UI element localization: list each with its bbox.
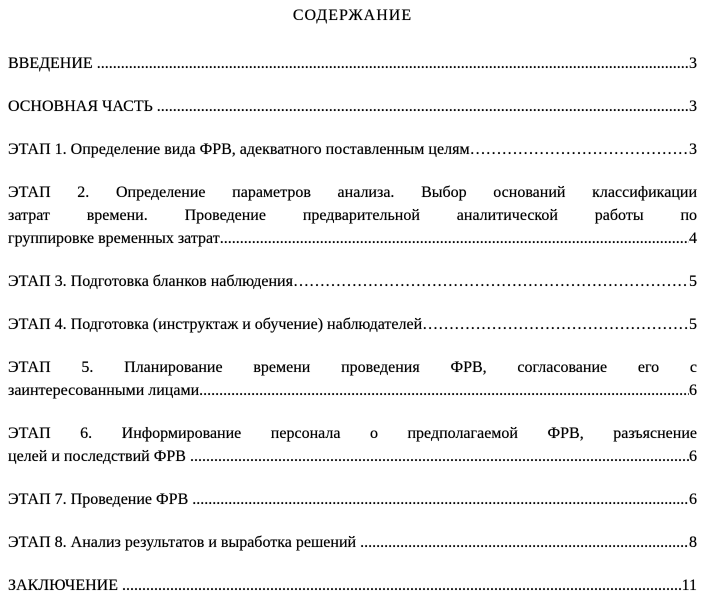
toc-page-number: 3 xyxy=(689,98,697,115)
dot-leader xyxy=(360,531,689,554)
toc-page-number: 4 xyxy=(689,230,697,247)
toc-entry-last-line xyxy=(8,445,697,468)
toc-entry-last-line xyxy=(8,379,697,402)
toc-entry-label: ОСНОВНАЯ ЧАСТЬ xyxy=(8,98,157,115)
toc-entry xyxy=(8,52,697,75)
toc-entry-last-line xyxy=(8,270,697,293)
toc-entry xyxy=(8,95,697,118)
toc-entry xyxy=(8,422,697,468)
dot-leader xyxy=(199,379,689,402)
dot-leader xyxy=(293,270,689,293)
toc-entry xyxy=(8,488,697,511)
dot-leader xyxy=(190,445,689,468)
toc-page-number: 6 xyxy=(689,491,697,508)
dot-leader xyxy=(220,227,689,250)
toc-page-number: 3 xyxy=(689,141,697,158)
toc-entry-label: заинтересованными лицами xyxy=(8,382,200,399)
toc-entry xyxy=(8,313,697,336)
toc-entry-label: ВВЕДЕНИЕ xyxy=(8,55,97,72)
toc-entry-last-line xyxy=(8,313,697,336)
dot-leader xyxy=(422,313,689,336)
toc-entry-label: ЭТАП 1. Определение вида ФРВ, адекватного поставленным целям xyxy=(8,141,470,158)
toc-page-number: 5 xyxy=(689,273,697,290)
page-title: СОДЕРЖАНИЕ xyxy=(292,7,413,24)
toc-entry-label: ЭТАП 3. Подготовка бланков наблюдения xyxy=(8,273,293,290)
toc-entry-label: ЭТАП 7. Проведение ФРВ xyxy=(8,491,193,508)
toc-entry-last-line xyxy=(8,95,697,118)
toc-entry-last-line xyxy=(8,488,697,511)
toc-entry xyxy=(8,181,697,250)
toc-entry xyxy=(8,531,697,554)
toc-entry-label: группировке временных затрат xyxy=(8,230,220,247)
toc-page-number: 3 xyxy=(689,55,697,72)
toc-entries xyxy=(8,52,697,597)
toc-page-number: 8 xyxy=(689,534,697,551)
toc-entry-last-line xyxy=(8,531,697,554)
dot-leader xyxy=(192,488,689,511)
dot-leader xyxy=(157,95,689,118)
toc-entry-text-line: ЭТАП 6. Информирование персонала о предполагаемой ФРВ, разъяснение xyxy=(8,425,697,442)
toc-entry xyxy=(8,138,697,161)
toc-page-number: 11 xyxy=(681,577,697,594)
toc-entry xyxy=(8,270,697,293)
toc-entry-label: целей и последствий ФРВ xyxy=(8,448,190,465)
toc-entry-last-line xyxy=(8,227,697,250)
toc-page-number: 6 xyxy=(689,382,697,399)
dot-leader xyxy=(122,574,682,597)
toc-entry-text-line: ЭТАП 5. Планирование времени проведения ФРВ, согласование его с xyxy=(8,359,697,376)
toc-entry xyxy=(8,356,697,402)
toc-entry xyxy=(8,574,697,597)
dot-leader xyxy=(97,52,689,75)
toc-entry-label: ЭТАП 4. Подготовка (инструктаж и обучение) наблюдателей xyxy=(8,316,423,333)
toc-page-number: 5 xyxy=(689,316,697,333)
toc-entry-last-line xyxy=(8,52,697,75)
dot-leader xyxy=(470,138,689,161)
toc-entry-last-line xyxy=(8,574,697,597)
toc-entry-last-line xyxy=(8,138,697,161)
toc-entry-text-line: затрат времени. Проведение предварительной аналитической работы по xyxy=(8,207,697,224)
toc-entry-label: ЗАКЛЮЧЕНИЕ xyxy=(8,577,122,594)
toc-entry-label: ЭТАП 8. Анализ результатов и выработка решений xyxy=(8,534,361,551)
toc-entry-text-line: ЭТАП 2. Определение параметров анализа. Выбор оснований классификации xyxy=(8,184,697,201)
toc-page-number: 6 xyxy=(689,448,697,465)
